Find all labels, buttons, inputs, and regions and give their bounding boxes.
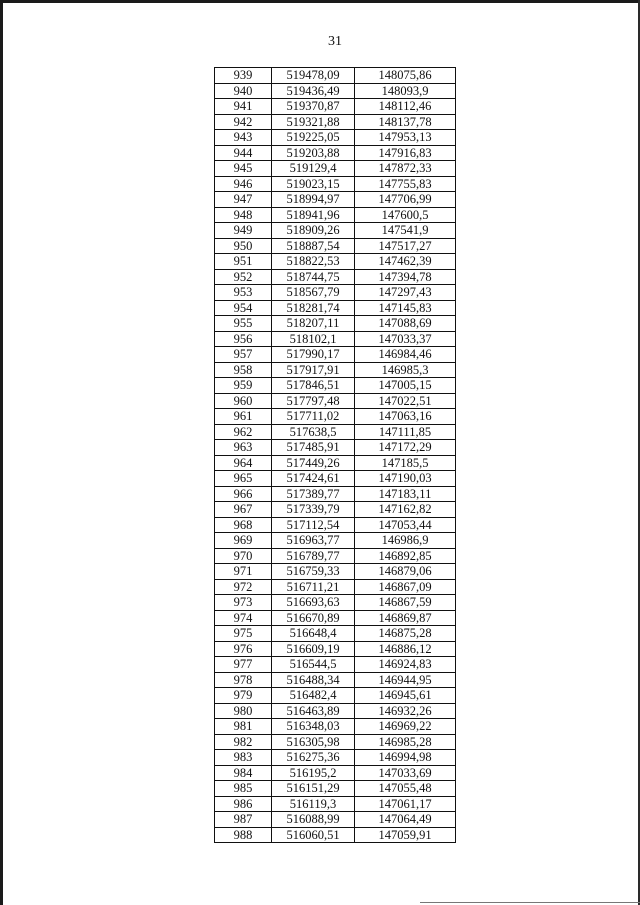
table-row	[215, 440, 456, 456]
y-coordinate-cell: 146886,12	[355, 641, 456, 657]
scan-border-top	[0, 0, 640, 3]
point-number-cell: 943	[215, 130, 272, 146]
point-number-cell: 944	[215, 145, 272, 161]
table-row	[215, 393, 456, 409]
x-coordinate-cell: 517711,02	[272, 409, 355, 425]
y-coordinate-cell: 147033,37	[355, 331, 456, 347]
table-row	[215, 765, 456, 781]
x-coordinate-cell: 517485,91	[272, 440, 355, 456]
table-row	[215, 703, 456, 719]
table-row	[215, 595, 456, 611]
table-row	[215, 471, 456, 487]
table-row	[215, 269, 456, 285]
point-number-cell: 985	[215, 781, 272, 797]
x-coordinate-cell: 519203,88	[272, 145, 355, 161]
point-number-cell: 981	[215, 719, 272, 735]
x-coordinate-cell: 516119,3	[272, 796, 355, 812]
point-number-cell: 954	[215, 300, 272, 316]
x-coordinate-cell: 518281,74	[272, 300, 355, 316]
y-coordinate-cell: 146869,87	[355, 610, 456, 626]
point-number-cell: 959	[215, 378, 272, 394]
point-number-cell: 983	[215, 750, 272, 766]
x-coordinate-cell: 518941,96	[272, 207, 355, 223]
table-row	[215, 424, 456, 440]
y-coordinate-cell: 147872,33	[355, 161, 456, 177]
y-coordinate-cell: 147033,69	[355, 765, 456, 781]
table-row	[215, 83, 456, 99]
y-coordinate-cell: 146924,83	[355, 657, 456, 673]
table-row	[215, 672, 456, 688]
table-row	[215, 579, 456, 595]
point-number-cell: 941	[215, 99, 272, 115]
table-row	[215, 409, 456, 425]
table-row	[215, 316, 456, 332]
table-row	[215, 192, 456, 208]
x-coordinate-cell: 518822,53	[272, 254, 355, 270]
table-row	[215, 362, 456, 378]
point-number-cell: 988	[215, 827, 272, 843]
y-coordinate-cell: 147462,39	[355, 254, 456, 270]
table-row	[215, 455, 456, 471]
x-coordinate-cell: 517990,17	[272, 347, 355, 363]
y-coordinate-cell: 148112,46	[355, 99, 456, 115]
table-row	[215, 145, 456, 161]
x-coordinate-cell: 516151,29	[272, 781, 355, 797]
point-number-cell: 972	[215, 579, 272, 595]
x-coordinate-cell: 516195,2	[272, 765, 355, 781]
point-number-cell: 975	[215, 626, 272, 642]
point-number-cell: 950	[215, 238, 272, 254]
y-coordinate-cell: 147541,9	[355, 223, 456, 239]
x-coordinate-cell: 516544,5	[272, 657, 355, 673]
x-coordinate-cell: 516648,4	[272, 626, 355, 642]
table-row	[215, 827, 456, 843]
table-row	[215, 796, 456, 812]
x-coordinate-cell: 518994,97	[272, 192, 355, 208]
table-row	[215, 331, 456, 347]
table-row	[215, 68, 456, 84]
point-number-cell: 973	[215, 595, 272, 611]
point-number-cell: 960	[215, 393, 272, 409]
y-coordinate-cell: 146879,06	[355, 564, 456, 580]
table-row	[215, 207, 456, 223]
x-coordinate-cell: 516305,98	[272, 734, 355, 750]
table-row	[215, 719, 456, 735]
y-coordinate-cell: 147088,69	[355, 316, 456, 332]
point-number-cell: 940	[215, 83, 272, 99]
y-coordinate-cell: 147183,11	[355, 486, 456, 502]
x-coordinate-cell: 518102,1	[272, 331, 355, 347]
point-number-cell: 964	[215, 455, 272, 471]
x-coordinate-cell: 519370,87	[272, 99, 355, 115]
y-coordinate-cell: 147005,15	[355, 378, 456, 394]
table-row	[215, 285, 456, 301]
point-number-cell: 957	[215, 347, 272, 363]
x-coordinate-cell: 517339,79	[272, 502, 355, 518]
y-coordinate-cell: 146875,28	[355, 626, 456, 642]
x-coordinate-cell: 516482,4	[272, 688, 355, 704]
point-number-cell: 974	[215, 610, 272, 626]
point-number-cell: 948	[215, 207, 272, 223]
scan-border-bottom	[420, 902, 640, 903]
table-row	[215, 626, 456, 642]
point-number-cell: 963	[215, 440, 272, 456]
y-coordinate-cell: 146969,22	[355, 719, 456, 735]
y-coordinate-cell: 147061,17	[355, 796, 456, 812]
point-number-cell: 969	[215, 533, 272, 549]
x-coordinate-cell: 518207,11	[272, 316, 355, 332]
x-coordinate-cell: 517846,51	[272, 378, 355, 394]
table-row	[215, 533, 456, 549]
y-coordinate-cell: 147755,83	[355, 176, 456, 192]
y-coordinate-cell: 147190,03	[355, 471, 456, 487]
y-coordinate-cell: 146984,46	[355, 347, 456, 363]
x-coordinate-cell: 516609,19	[272, 641, 355, 657]
table-row	[215, 114, 456, 130]
point-number-cell: 952	[215, 269, 272, 285]
page-number: 31	[328, 34, 342, 49]
table-row	[215, 750, 456, 766]
y-coordinate-cell: 146985,28	[355, 734, 456, 750]
x-coordinate-cell: 518567,79	[272, 285, 355, 301]
point-number-cell: 979	[215, 688, 272, 704]
point-number-cell: 955	[215, 316, 272, 332]
x-coordinate-cell: 519023,15	[272, 176, 355, 192]
y-coordinate-cell: 147055,48	[355, 781, 456, 797]
table-row	[215, 223, 456, 239]
x-coordinate-cell: 517449,26	[272, 455, 355, 471]
y-coordinate-cell: 146994,98	[355, 750, 456, 766]
coordinates-table-body	[215, 68, 456, 843]
x-coordinate-cell: 517638,5	[272, 424, 355, 440]
x-coordinate-cell: 517424,61	[272, 471, 355, 487]
y-coordinate-cell: 148093,9	[355, 83, 456, 99]
table-row	[215, 161, 456, 177]
table-row	[215, 378, 456, 394]
point-number-cell: 977	[215, 657, 272, 673]
point-number-cell: 947	[215, 192, 272, 208]
point-number-cell: 939	[215, 68, 272, 84]
point-number-cell: 965	[215, 471, 272, 487]
x-coordinate-cell: 519225,05	[272, 130, 355, 146]
table-row	[215, 130, 456, 146]
table-row	[215, 548, 456, 564]
table-row	[215, 781, 456, 797]
y-coordinate-cell: 147111,85	[355, 424, 456, 440]
table-row	[215, 486, 456, 502]
x-coordinate-cell: 516693,63	[272, 595, 355, 611]
y-coordinate-cell: 146867,59	[355, 595, 456, 611]
point-number-cell: 958	[215, 362, 272, 378]
table-row	[215, 238, 456, 254]
scan-border-left	[0, 0, 3, 905]
y-coordinate-cell: 147953,13	[355, 130, 456, 146]
point-number-cell: 949	[215, 223, 272, 239]
table-row	[215, 610, 456, 626]
point-number-cell: 951	[215, 254, 272, 270]
table-row	[215, 300, 456, 316]
y-coordinate-cell: 147063,16	[355, 409, 456, 425]
x-coordinate-cell: 519321,88	[272, 114, 355, 130]
table-row	[215, 641, 456, 657]
x-coordinate-cell: 519129,4	[272, 161, 355, 177]
point-number-cell: 976	[215, 641, 272, 657]
y-coordinate-cell: 147145,83	[355, 300, 456, 316]
x-coordinate-cell: 518887,54	[272, 238, 355, 254]
x-coordinate-cell: 519436,49	[272, 83, 355, 99]
y-coordinate-cell: 148075,86	[355, 68, 456, 84]
point-number-cell: 946	[215, 176, 272, 192]
point-number-cell: 968	[215, 517, 272, 533]
point-number-cell: 980	[215, 703, 272, 719]
x-coordinate-cell: 516275,36	[272, 750, 355, 766]
y-coordinate-cell: 147600,5	[355, 207, 456, 223]
table-row	[215, 347, 456, 363]
y-coordinate-cell: 147916,83	[355, 145, 456, 161]
coordinates-table	[214, 67, 456, 843]
y-coordinate-cell: 146867,09	[355, 579, 456, 595]
x-coordinate-cell: 516670,89	[272, 610, 355, 626]
x-coordinate-cell: 516789,77	[272, 548, 355, 564]
x-coordinate-cell: 519478,09	[272, 68, 355, 84]
y-coordinate-cell: 146986,9	[355, 533, 456, 549]
y-coordinate-cell: 146932,26	[355, 703, 456, 719]
point-number-cell: 971	[215, 564, 272, 580]
y-coordinate-cell: 146944,95	[355, 672, 456, 688]
x-coordinate-cell: 516088,99	[272, 812, 355, 828]
x-coordinate-cell: 516759,33	[272, 564, 355, 580]
table-row	[215, 99, 456, 115]
table-row	[215, 517, 456, 533]
point-number-cell: 956	[215, 331, 272, 347]
y-coordinate-cell: 146945,61	[355, 688, 456, 704]
y-coordinate-cell: 147185,5	[355, 455, 456, 471]
y-coordinate-cell: 147297,43	[355, 285, 456, 301]
point-number-cell: 987	[215, 812, 272, 828]
point-number-cell: 942	[215, 114, 272, 130]
y-coordinate-cell: 148137,78	[355, 114, 456, 130]
y-coordinate-cell: 147706,99	[355, 192, 456, 208]
y-coordinate-cell: 147059,91	[355, 827, 456, 843]
point-number-cell: 982	[215, 734, 272, 750]
x-coordinate-cell: 517112,54	[272, 517, 355, 533]
y-coordinate-cell: 147053,44	[355, 517, 456, 533]
table-row	[215, 254, 456, 270]
x-coordinate-cell: 517797,48	[272, 393, 355, 409]
point-number-cell: 970	[215, 548, 272, 564]
point-number-cell: 984	[215, 765, 272, 781]
table-row	[215, 564, 456, 580]
x-coordinate-cell: 516348,03	[272, 719, 355, 735]
point-number-cell: 966	[215, 486, 272, 502]
x-coordinate-cell: 517389,77	[272, 486, 355, 502]
table-row	[215, 688, 456, 704]
y-coordinate-cell: 147162,82	[355, 502, 456, 518]
y-coordinate-cell: 147022,51	[355, 393, 456, 409]
x-coordinate-cell: 516963,77	[272, 533, 355, 549]
x-coordinate-cell: 516711,21	[272, 579, 355, 595]
table-row	[215, 812, 456, 828]
point-number-cell: 953	[215, 285, 272, 301]
x-coordinate-cell: 516060,51	[272, 827, 355, 843]
x-coordinate-cell: 516488,34	[272, 672, 355, 688]
x-coordinate-cell: 518744,75	[272, 269, 355, 285]
point-number-cell: 961	[215, 409, 272, 425]
y-coordinate-cell: 146985,3	[355, 362, 456, 378]
point-number-cell: 967	[215, 502, 272, 518]
table-row	[215, 502, 456, 518]
point-number-cell: 986	[215, 796, 272, 812]
y-coordinate-cell: 147064,49	[355, 812, 456, 828]
table-row	[215, 176, 456, 192]
x-coordinate-cell: 517917,91	[272, 362, 355, 378]
x-coordinate-cell: 516463,89	[272, 703, 355, 719]
table-row	[215, 734, 456, 750]
y-coordinate-cell: 147172,29	[355, 440, 456, 456]
point-number-cell: 978	[215, 672, 272, 688]
y-coordinate-cell: 147517,27	[355, 238, 456, 254]
table-row	[215, 657, 456, 673]
x-coordinate-cell: 518909,26	[272, 223, 355, 239]
point-number-cell: 945	[215, 161, 272, 177]
y-coordinate-cell: 147394,78	[355, 269, 456, 285]
y-coordinate-cell: 146892,85	[355, 548, 456, 564]
point-number-cell: 962	[215, 424, 272, 440]
